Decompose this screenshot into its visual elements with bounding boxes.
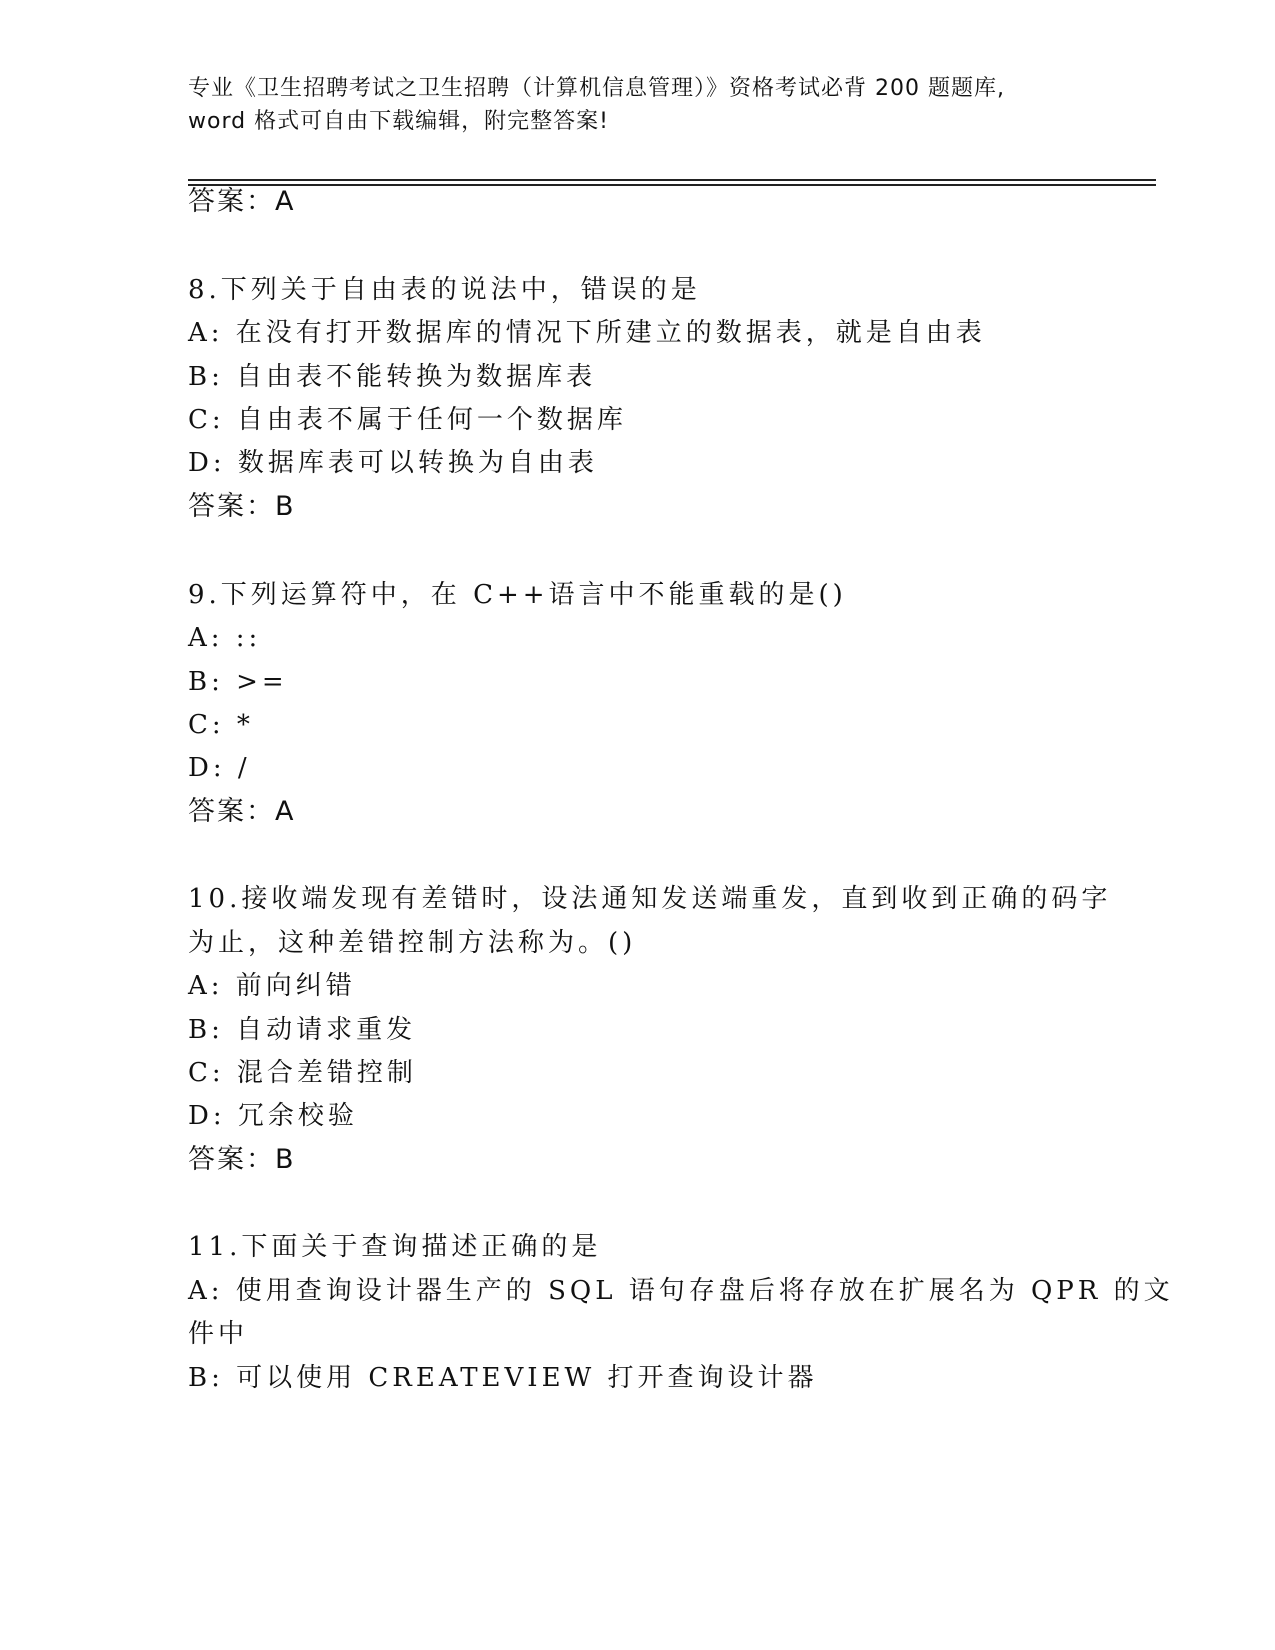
question-8-option-d: D: 数据库表可以转换为自由表	[188, 448, 598, 478]
question-10-option-b: B: 自动请求重发	[188, 1015, 417, 1045]
question-9-option-c: C: *	[188, 710, 254, 740]
question-9-stem: 9.下列运算符中，在 C++语言中不能重载的是()	[188, 580, 847, 610]
question-10-stem-line-1: 10.接收端发现有差错时，设法通知发送端重发，直到收到正确的码字	[188, 884, 1112, 914]
answer-previous: 答案：A	[188, 186, 296, 217]
question-8-option-a: A: 在没有打开数据库的情况下所建立的数据表，就是自由表	[188, 318, 986, 348]
header-divider-bottom	[188, 184, 1156, 186]
question-11-option-b: B: 可以使用 CREATEVIEW 打开查询设计器	[188, 1363, 818, 1393]
question-8-answer: 答案：B	[188, 491, 296, 522]
question-8-option-c: C: 自由表不属于任何一个数据库	[188, 405, 627, 435]
question-10-stem-line-2: 为止，这种差错控制方法称为。()	[188, 928, 637, 958]
question-11-stem: 11.下面关于查询描述正确的是	[188, 1232, 602, 1262]
question-8-stem: 8.下列关于自由表的说法中，错误的是	[188, 275, 701, 305]
question-9-option-d: D: /	[188, 753, 251, 783]
header-divider-top	[188, 179, 1156, 181]
document-header	[188, 72, 1068, 138]
question-11-option-a-line-1: A: 使用查询设计器生产的 SQL 语句存盘后将存放在扩展名为 QPR 的文	[188, 1276, 1174, 1306]
header-line-1: 专业《卫生招聘考试之卫生招聘（计算机信息管理）》资格考试必背 200 题题库,	[188, 76, 1005, 101]
question-9-answer: 答案：A	[188, 796, 296, 827]
question-10-answer: 答案：B	[188, 1144, 296, 1175]
question-9-option-b: B: >=	[188, 667, 288, 697]
question-10-option-c: C: 混合差错控制	[188, 1058, 417, 1088]
question-8-option-b: B: 自由表不能转换为数据库表	[188, 362, 597, 392]
question-10-option-a: A: 前向纠错	[188, 971, 356, 1001]
question-9-option-a: A: ::	[188, 623, 262, 653]
question-10-option-d: D: 冗余校验	[188, 1101, 358, 1131]
question-11-option-a-line-2: 件中	[188, 1319, 249, 1349]
header-line-2: word 格式可自由下载编辑，附完整答案!	[188, 109, 609, 134]
